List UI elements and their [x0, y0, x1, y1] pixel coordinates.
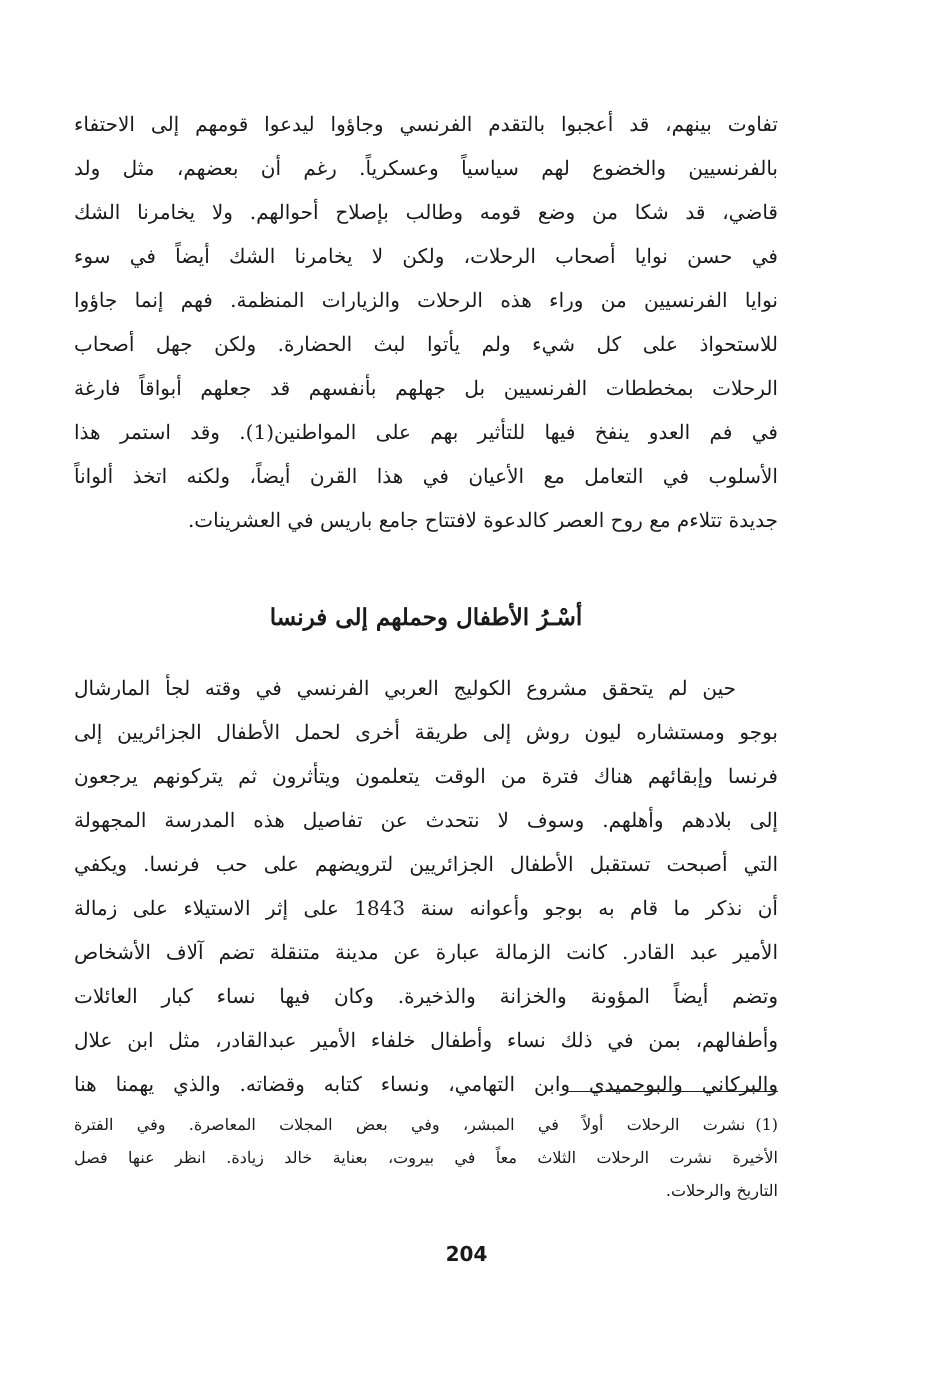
text-line: جديدة تتلاءم مع روح العصر كالدعوة لافتتاح جامع باريس في العشرينات. [187, 508, 778, 532]
text-line: للاستحواذ على كل شيء ولم يأتوا لبث الحضارة. ولكن جهل أصحاب [74, 332, 778, 356]
footnote-line: التاريخ والرحلات. [665, 1181, 778, 1200]
paragraph [74, 666, 778, 1106]
text-line: والبركاني والبوحميدي وابن التهامي، ونساء كتابه وقضاته. والذي يهمنا هنا [74, 1072, 778, 1096]
text-line: قاضي، قد شكا من وضع قومه وطالب بإصلاح أحوالهم. ولا يخامرنا الشك [74, 200, 778, 224]
text-line: حين لم يتحقق مشروع الكوليج العربي الفرنسي في وقته لجأ المارشال [74, 676, 736, 700]
text-line: وتضم أيضاً المؤونة والخزانة والذخيرة. وكان فيها نساء كبار العائلات [74, 984, 778, 1008]
footnote-text: نشرت الرحلات أولاً في المبشر، وفي بعض المجلات المعاصرة. وفي الفترة [74, 1115, 746, 1134]
text-line: الرحلات بمخططات الفرنسيين بل جهلهم بأنفسهم قد جعلهم أبواقاً فارغة [74, 376, 778, 400]
footnote [74, 1108, 778, 1207]
text-line: إلى بلادهم وأهلهم. وسوف لا نتحدث عن تفاصيل هذه المدرسة المجهولة [74, 808, 778, 832]
text-line: التي أصبحت تستقبل الأطفال الجزائريين لترويضهم على حب فرنسا. ويكفي [74, 852, 778, 876]
text-line: الأسلوب في التعامل مع الأعيان في هذا القرن أيضاً، ولكنه اتخذ ألواناً [74, 464, 778, 488]
text-line: الأمير عبد القادر. كانت الزمالة عبارة عن مدينة متنقلة تضم آلاف الأشخاص [74, 940, 778, 964]
text-line: تفاوت بينهم، قد أعجبوا بالتقدم الفرنسي وجاؤوا ليدعوا قومهم إلى الاحتفاء [74, 112, 778, 136]
text-line: وأطفالهم، بمن في ذلك نساء وأطفال خلفاء الأمير عبدالقادر، مثل ابن علال [74, 1028, 778, 1052]
paragraph-continued [74, 102, 778, 542]
text-line: أن نذكر ما قام به بوجو وأعوانه سنة 1843 على إثر الاستيلاء على زمالة [74, 896, 778, 920]
text-line: نوايا الفرنسيين من وراء هذه الرحلات والزيارات المنظمة. فهم إنما جاؤوا [74, 288, 778, 312]
text-line: في فم العدو ينفخ فيها للتأثير بهم على المواطنين(1). وقد استمر هذا [74, 420, 778, 444]
footnote-divider [568, 1091, 778, 1092]
page-number: 204 [445, 1242, 488, 1266]
text-line: فرنسا وإبقائهم هناك فترة من الوقت يتعلمون ويتأثرون ثم يتركونهم يرجعون [74, 764, 778, 788]
section-heading: أسْـرُ الأطفال وحملهم إلى فرنسا [269, 604, 583, 631]
footnote-line: الأخيرة نشرت الرحلات الثلاث معاً في بيروت، بعناية خالد زيادة. انظر عنها فصل [74, 1148, 778, 1167]
footnote-marker: (1) [755, 1115, 778, 1134]
footnote-line [74, 1108, 778, 1141]
text-line: في حسن نوايا أصحاب الرحلات، ولكن لا يخامرنا الشك أيضاً في سوء [74, 244, 778, 268]
text-line: بوجو ومستشاره ليون روش إلى طريقة أخرى لحمل الأطفال الجزائريين إلى [74, 720, 778, 744]
text-line: بالفرنسيين والخضوع لهم سياسياً وعسكرياً. رغم أن بعضهم، مثل ولد [74, 156, 778, 180]
